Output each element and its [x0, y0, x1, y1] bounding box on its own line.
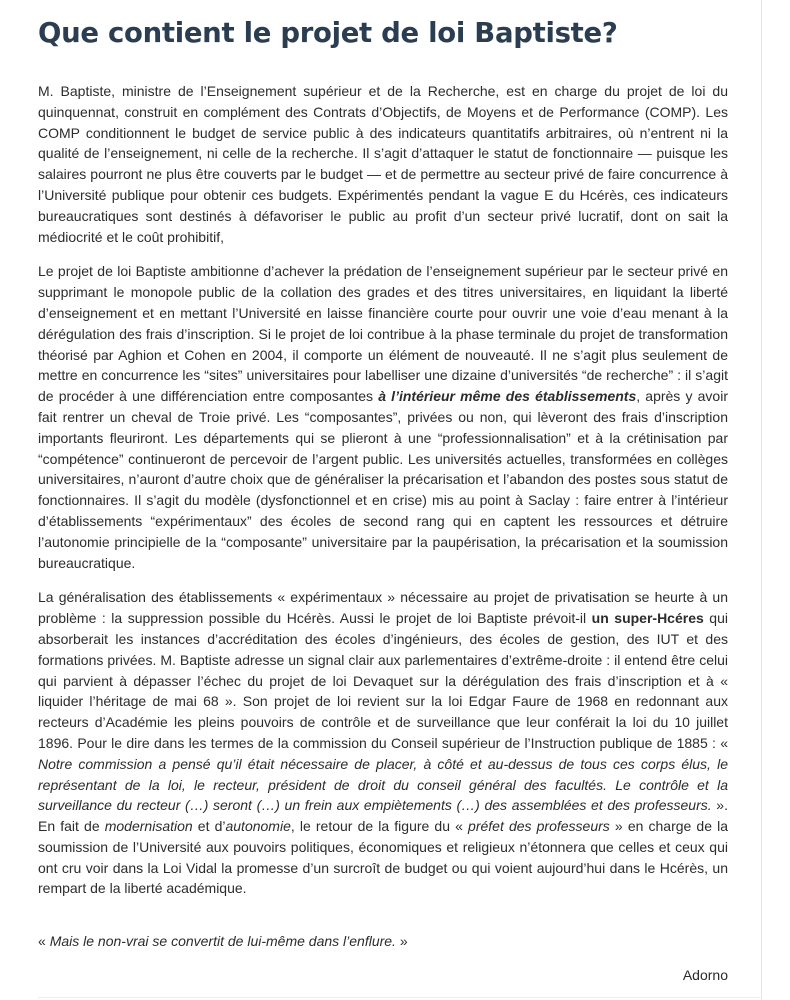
- emphasis-text: Notre commission a pensé qu’il était nécessaire de placer, à côté et au-dessus de tous ces corps élus, le représentant de la loi, le recteur, président de droit du conseil général des facultés. Le contrôle et la surveillance du recteur (…) seront (…) un frein aux empiètements (…) des assemblées et des professeurs.: [38, 755, 728, 814]
- right-border-rule: [761, 0, 762, 1000]
- quote-author: Adorno: [682, 967, 728, 984]
- article: [38, 0, 728, 985]
- emphasis-text: modernisation: [104, 818, 193, 835]
- closing-quote: « Mais le non-vrai se convertit de lui-même dans l’enflure. »: [38, 933, 408, 950]
- strong-text: un super-Hcéres: [591, 610, 704, 627]
- paragraph-1: M. Baptiste, ministre de l’Enseignement supérieur et de la Recherche, est en charge du projet de loi du quinquennat, construit en complément des Contrats d’Objectifs, de Moyens et de Performance (COMP). Les COMP conditionnent le budget de service public à des indicateurs quantitatifs arbitraires, où n’entrent ni la qualité de l’enseignement, ni celle de la recherche. Il s’agit d’attaquer le statut de fonctionnaire — puisque les salaires pourront ne plus être couverts par le budget — et de permettre au secteur privé de faire concurrence à l’Université publique pour obtenir ces budgets. Expérimentés pendant la vague E du Hcérès, ces indicateurs bureaucratiques sont destinés à défavoriser le public au profit d’un secteur privé lucratif, dont on sait la médiocrité et le coût prohibitif,: [38, 83, 728, 245]
- paragraph-3: La généralisation des établissements « expérimentaux » nécessaire au projet de privatisation se heurte à un problème : la suppression possible du Hcérès. Aussi le projet de loi Baptiste prévoit-il un super-Hcéres qui absorberait les instances d’accréditation des écoles d’ingénieurs, des écoles de gestion, des IUT et des formations privées. M. Baptiste adresse un signal clair aux parlementaires d’extrême-droite : il entend être celui qui parvient à dépasser l’échec du projet de loi Devaquet sur la dérégulation des frais d’inscription et à « liquider l’héritage de mai 68 ». Son projet de loi revient sur la loi Edgar Faure de 1968 en redonnant aux recteurs d’Académie les pleins pouvoirs de contrôle et de surveillance que leur conférait la loi du 10 juillet 1896. Pour le dire dans les termes de la commission du Conseil supérieur de l’Instruction publique de 1885 : « Notre commission a pensé qu’il était nécessaire de placer, à côté et au-dessus de tous ces corps élus, le représentant de la loi, le recteur, président de droit du conseil général des facultés. Le contrôle et la surveillance du recteur (…) seront (…) un frein aux empiètements (…) des assemblées et des professeurs. ». En fait de modernisation et d’autonomie, le retour de la figure du « préfet des professeurs » en charge de la soumission de l’Université aux pouvoirs politiques, économiques et religieux n’étonnera que celles et ceux qui ont cru voir dans la Loi Vidal la promesse d’un surcroît de budget ou qui voient aujourd’hui dans le Hcérès, un rempart de la liberté académique.: [38, 589, 729, 897]
- bottom-divider: [38, 997, 762, 998]
- article-title: Que contient le projet de loi Baptiste?: [38, 17, 618, 49]
- emphasis-text: autonomie: [225, 818, 291, 835]
- emphasis-text: Mais le non-vrai se convertit de lui-même dans l’enflure.: [49, 933, 396, 950]
- strong-text: à l’intérieur même des établissements: [378, 388, 637, 405]
- paragraph-2: Le projet de loi Baptiste ambitionne d’achever la prédation de l’enseignement supérieur par le secteur privé en supprimant le monopole public de la collation des grades et des titres universitaires, en liquidant la liberté d’enseignement et en mettant l’Université en laisse financière courte pour ouvrir une voie d’eau menant à la dérégulation des frais d’inscription. Si le projet de loi contribue à la phase terminale du projet de transformation théorisé par Aghion et Cohen en 2004, il comporte un élément de nouveauté. Il ne s’agit plus seulement de mettre en concurrence les “sites” universitaires pour labelliser une dizaine d’universités “de recherche” : il s’agit de procéder à une différenciation entre composantes à l’intérieur même des établissements, après y avoir fait rentrer un cheval de Troie privé. Les “composantes”, privées ou non, qui lèveront des frais d’inscription importants fleuriront. Les départements qui se plieront à une “professionnalisation” et à la crétinisation par “compétence” continueront de percevoir de l’argent public. Les universités actuelles, transformées en collèges universitaires, n’auront d’autre choix que de généraliser la précarisation et l’abandon des postes sous statut de fonctionnaires. Il s’agit du modèle (dysfonctionnel et en crise) mis au point à Saclay : faire entrer à l’intérieur d’établissements “expérimentaux” des écoles de second rang qui en captent les ressources et détruire l’autonomie principielle de la “composante” universitaire par la paupérisation, la précarisation et la soumission bureaucratique.: [38, 263, 728, 571]
- emphasis-text: préfet des professeurs: [468, 818, 610, 835]
